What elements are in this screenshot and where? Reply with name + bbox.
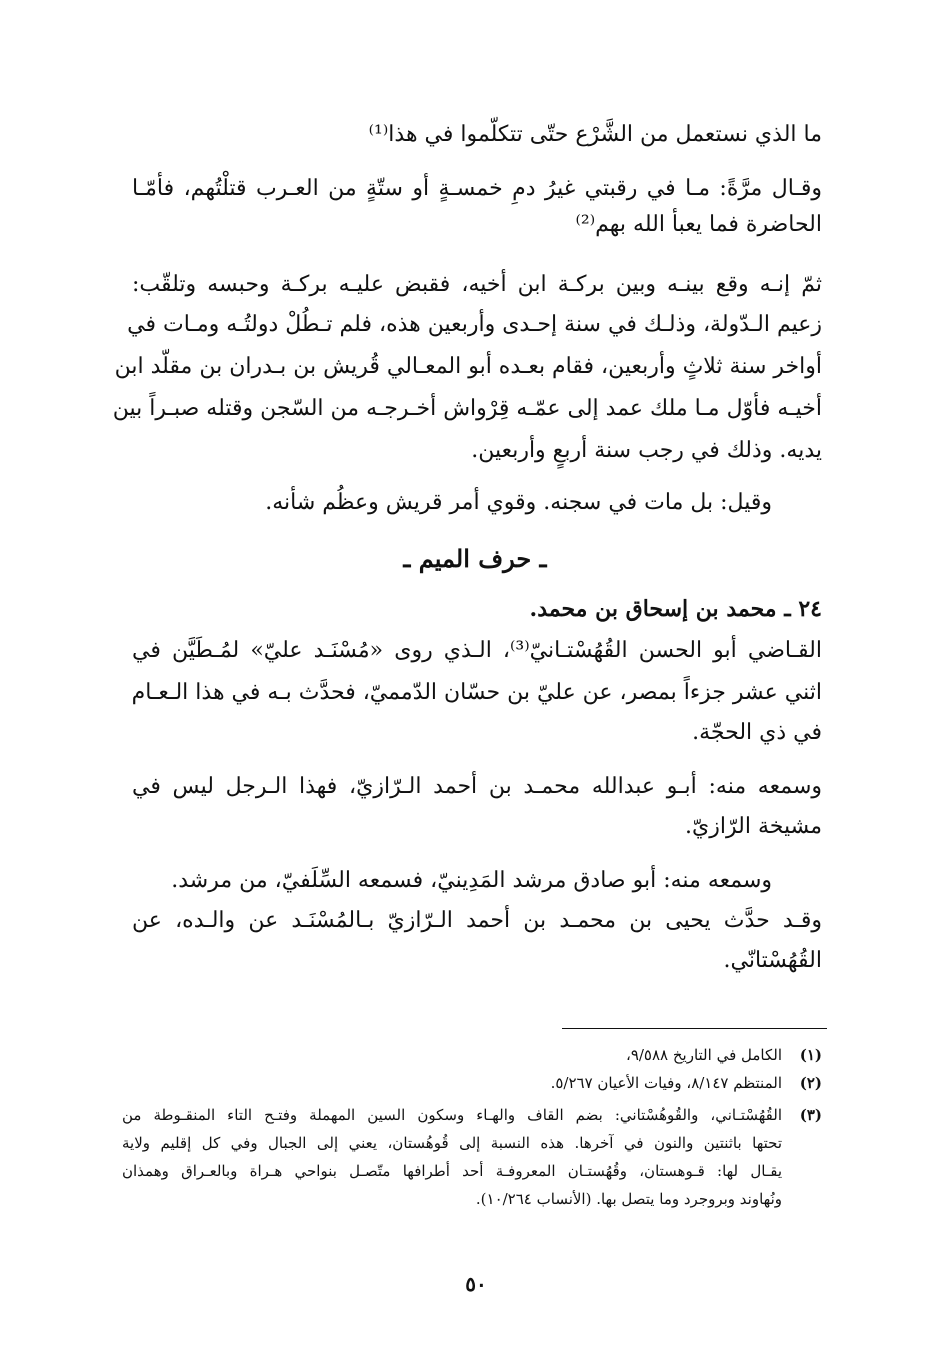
text-line: ثمّ إنـه وقع بينـه وبين بركـة ابن أخيه، فقبض عليـه بركـة وحبسه وتلقّب:: [132, 272, 822, 297]
footnote-text: يقـال لها: قـوهستان، وقُهُستـان المعروفـة أحد أطرافها متّصـل بنواحي هـراة وبالعـراق وهمذان: [122, 1162, 782, 1180]
text-line: أخيـه فأوّل مـا ملك عمد إلى عمّـه قِرْواش أخـرجـه من السّجن وقتله صبـراً بين: [112, 396, 822, 421]
text-line: زعيم الـدّولة، وذلـك في سنة إحـدى وأربعين هذه، فلم تـطُلْ دولتُـه ومـات في: [127, 312, 822, 337]
text-line: أواخر سنة ثلاثٍ وأربعين، فقام بعـده أبو المعـالي قُريش بن بـدران بن مقلّد ابن: [114, 354, 822, 379]
text-line: وسمعه منه: أبـو عبدالله محمـد بن أحمد الـرّازيّ، فهذا الـرجل ليس في: [132, 774, 822, 799]
text-line: وسمعه منه: أبو صادق مرشد المَدِينيّ، فسمعه السِّلَفيّ، من مرشد.: [171, 868, 772, 893]
page-number: ٥٠: [465, 1272, 487, 1296]
footnote-number: (١): [799, 1046, 822, 1064]
text-line: وقـد حدَّث يحيى بن محمـد بن أحمد الـرّازيّ بـالمُسْنَـد عن والـده، عن: [132, 908, 822, 933]
footnote-text: تحتها باثنتين والنون في آخرها. هذه النسبة إلى قُوهُستان، يعني إلى الجبال وفي كل إقليم ولاية: [122, 1134, 782, 1152]
text-line: ما الذي نستعمل من الشَّرْع حتّى تتكلّموا في هذا⁽¹⁾: [368, 122, 822, 147]
footnote-text: القُهُسْتـاني، والقُوهُسْتاني: بضم القاف والهـاء وسكون السين المهملة وفتـح التاء المنقـوطة من: [122, 1106, 782, 1124]
entry-heading: ٢٤ ـ محمد بن إسحاق بن محمد.: [529, 596, 822, 622]
text-line: اثني عشر جزءاً بمصر، عن عليّ بن حسّان الدّمميّ، فحدَّث بـه في هذا الـعـام: [131, 680, 822, 705]
text-line: القُهُسْتانّي.: [723, 948, 822, 973]
footnote-separator: [562, 1028, 827, 1029]
footnote-text: المنتظم ٨/١٤٧، وفيات الأعيان ٥/٢٦٧.: [550, 1074, 782, 1092]
text-line: القـاضي أبو الحسن القُهُسْتـانيّ⁽³⁾، الـذي روى «مُسْنَـد عليّ» لمُـطَيَّن في: [132, 638, 822, 663]
text-line: وقـال مرَّةً: مـا في رقبتي غيرُ دمِ خمسـةٍ أو ستّةٍ من العـرب قتلْتُهم، فأمّـا: [132, 176, 822, 201]
text-line: في ذي الحجّة.: [692, 720, 822, 745]
footnote-text: الكامل في التاريخ ٩/٥٨٨،: [625, 1046, 782, 1064]
section-heading: ـ حرف الميم ـ: [403, 544, 547, 573]
text-line: وقيل: بل مات في سجنه. وقوي أمر قريش وعظُم شأنه.: [265, 490, 772, 515]
text-line: الحاضرة فما يعبأ الله بهم⁽²⁾: [575, 212, 822, 237]
footnote-number: (٣): [799, 1106, 822, 1124]
text-line: يديه. وذلك في رجب سنة أربعٍ وأربعين.: [471, 438, 822, 463]
footnote-text: ونُهاوند وبروجرد وما يتصل بها. (الأنساب ١٠/٢٦٤).: [475, 1190, 782, 1208]
footnote-number: (٢): [799, 1074, 822, 1092]
text-line: مشيخة الرّازيّ.: [685, 814, 822, 839]
